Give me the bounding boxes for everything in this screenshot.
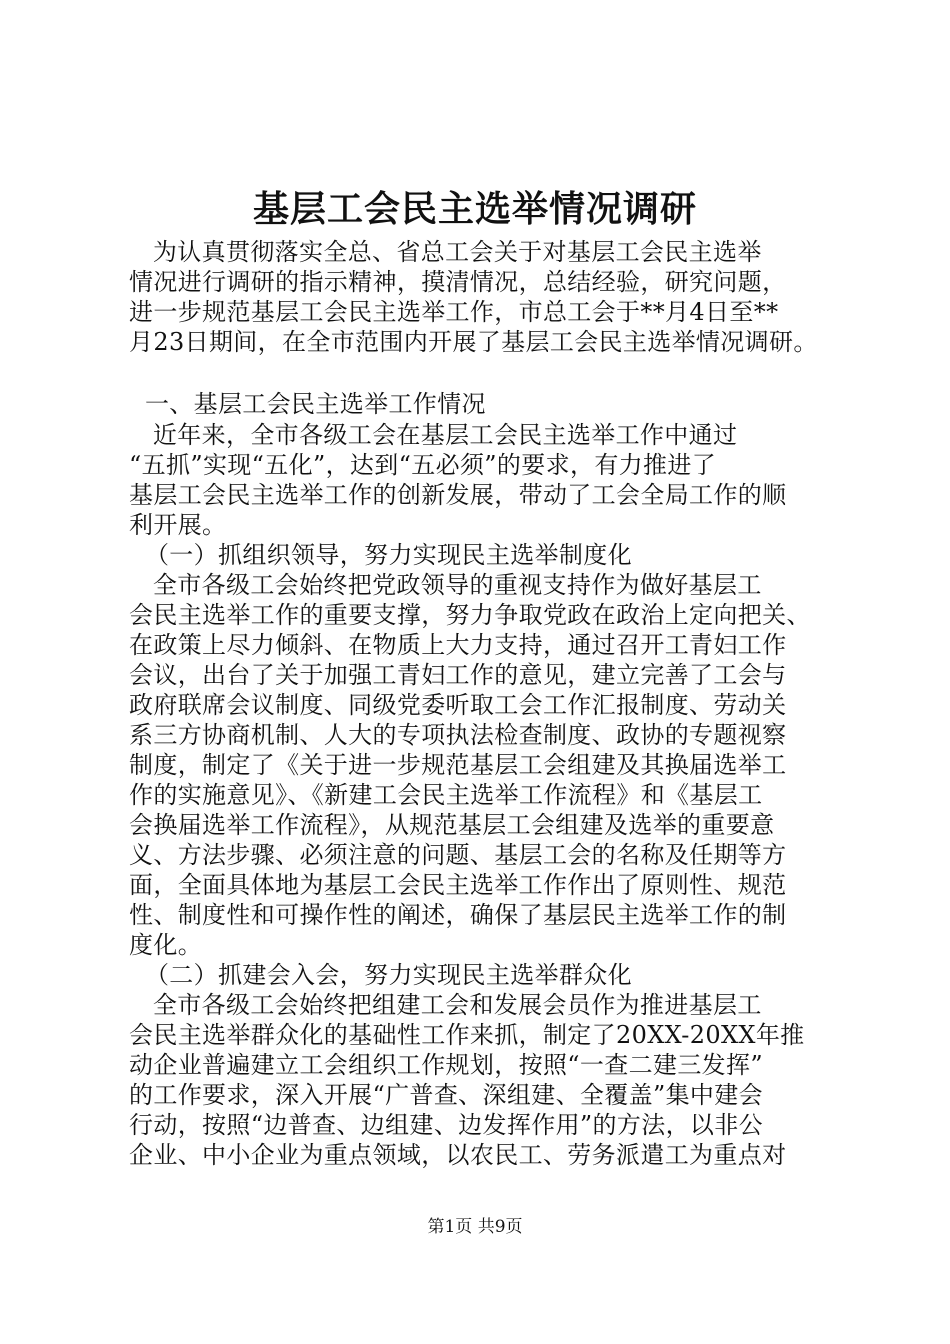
text-line: 情况进行调研的指示精神，摸清情况，总结经验，研究问题， [129, 268, 787, 296]
text-line: 的工作要求，深入开展“广普查、深组建、全覆盖”集中建会 [129, 1081, 763, 1109]
text-line: 利开展。 [129, 511, 227, 539]
text-line: 全市各级工会始终把党政领导的重视支持作为做好基层工 [129, 571, 762, 599]
text-line: 进一步规范基层工会民主选举工作，市总工会于**月4日至** [129, 298, 779, 326]
text-line: 会民主选举工作的重要支撑，努力争取党政在政治上定向把关、 [129, 601, 811, 629]
text-line: 月23日期间，在全市范围内开展了基层工会民主选举情况调研。 [129, 328, 818, 356]
text-line: 动企业普遍建立工会组织工作规划，按照“一查二建三发挥” [129, 1051, 763, 1079]
text-line: 性、制度性和可操作性的阐述，确保了基层民主选举工作的制 [129, 901, 787, 929]
text-line: 会换届选举工作流程》，从规范基层工会组建及选举的重要意 [129, 811, 775, 839]
document-title: 基层工会民主选举情况调研 [252, 188, 697, 230]
text-line: 为认真贯彻落实全总、省总工会关于对基层工会民主选举 [129, 238, 762, 266]
text-line: 系三方协商机制、人大的专项执法检查制度、政协的专题视察 [129, 721, 787, 749]
text-line: 近年来，全市各级工会在基层工会民主选举工作中通过 [129, 421, 738, 449]
text-line: 在政策上尽力倾斜、在物质上大力支持，通过召开工青妇工作 [129, 631, 787, 659]
text-line: 会民主选举群众化的基础性工作来抓，制定了20XX-20XX年推 [129, 1021, 805, 1049]
text-line: 义、方法步骤、必须注意的问题、基层工会的名称及任期等方 [129, 841, 787, 869]
text-line: 企业、中小企业为重点领域，以农民工、劳务派遣工为重点对 [129, 1141, 787, 1169]
text-line: 政府联席会议制度、同级党委听取工会工作汇报制度、劳动关 [129, 691, 787, 719]
text-line: 制度，制定了《关于进一步规范基层工会组建及其换届选举工 [129, 751, 787, 779]
text-line: 面，全面具体地为基层工会民主选举工作作出了原则性、规范 [129, 871, 787, 899]
text-line: 作的实施意见》、《新建工会民主选举工作流程》和《基层工 [129, 781, 763, 809]
text-line: 行动，按照“边普查、边组建、边发挥作用”的方法，以非公 [129, 1111, 763, 1139]
text-line: 度化。 [129, 931, 203, 959]
text-line: “五抓”实现“五化”，达到“五必须”的要求，有力推进了 [129, 451, 717, 479]
subsection-heading: （一）抓组织领导，努力实现民主选举制度化 [129, 541, 632, 569]
text-line: 会议，出台了关于加强工青妇工作的意见，建立完善了工会与 [129, 661, 787, 689]
section-heading: 一、基层工会民主选举工作情况 [129, 390, 486, 418]
page-footer: 第1页 共9页 [427, 1217, 523, 1237]
subsection-heading: （二）抓建会入会，努力实现民主选举群众化 [129, 961, 632, 989]
text-line: 基层工会民主选举工作的创新发展，带动了工会全局工作的顺 [129, 481, 787, 509]
text-line: 全市各级工会始终把组建工会和发展会员作为推进基层工 [129, 991, 762, 1019]
